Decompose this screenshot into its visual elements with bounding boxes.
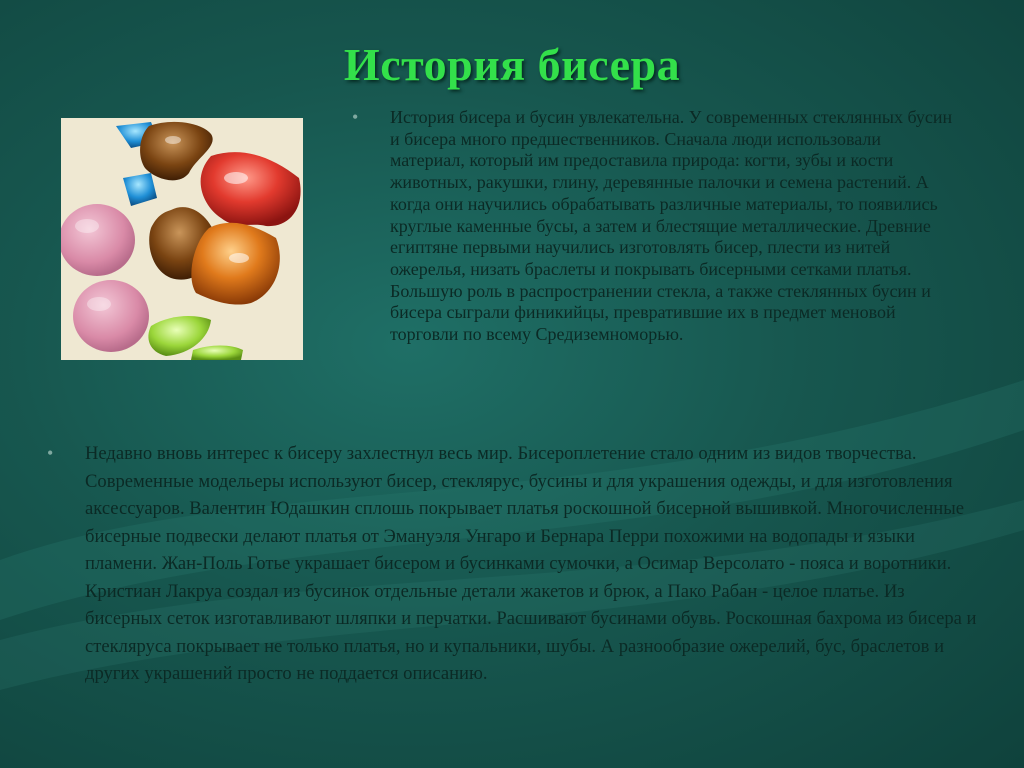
paragraph-history xyxy=(352,107,960,346)
bullet-marker: • xyxy=(47,443,54,463)
bullet-marker: • xyxy=(352,107,359,127)
paragraph-modern-text: Недавно вновь интерес к бисеру захлестнул весь мир. Бисероплетение стало одним из видов творчества. Современные модельеры используют бисер, стеклярус, бусины и для украшения одежды, и для изготовления аксессуаров. Валентин Юдашкин сплошь покрывает платья роскошной бисерной вышивкой. Многочисленные бисерные подвески делают платья от Эмануэля Унгаро и Бернара Перри похожими на водопады и языки пламени. Жан-Поль Готье украшает бисером и бусинками сумочки, а Осимар Версолато - пояса и воротники. Кристиан Лакруа создал из бусинок отдельные детали жакетов и брюк, а Пако Рабан - целое платье. Из бисерных сеток изготавливают шляпки и перчатки. Расшивают бусинами обувь. Роскошная бахрома из бисера и стекляруса покрывает не только платья, но и купальники, шубы. А разнообразие ожерелий, бус, браслетов и других украшений просто не поддается описанию. xyxy=(85,443,977,684)
paragraph-modern xyxy=(47,440,980,688)
beads-photo xyxy=(61,118,303,360)
paragraph-history-text: История бисера и бусин увлекательна. У современных стеклянных бусин и бисера много предшественников. Сначала люди использовали материал, который им предоставила природа: когти, зубы и кости животных, ракушки, глину, деревянные палочки и семена растений. А когда они научились обрабатывать различные материалы, то появились круглые каменные бусы, а затем и блестящие металлические. Древние египтяне первыми научились изготовлять бисер, плести из нитей ожерелья, низать браслеты и покрывать бисерными сетками платья. Большую роль в распространении стекла, а также стеклянных бусин и бисера сыграли финикийцы, превратившие их в предмет меновой торговли по всему Средиземноморью. xyxy=(390,107,953,345)
slide-title: История бисера xyxy=(343,39,681,90)
beads-image xyxy=(61,118,303,360)
